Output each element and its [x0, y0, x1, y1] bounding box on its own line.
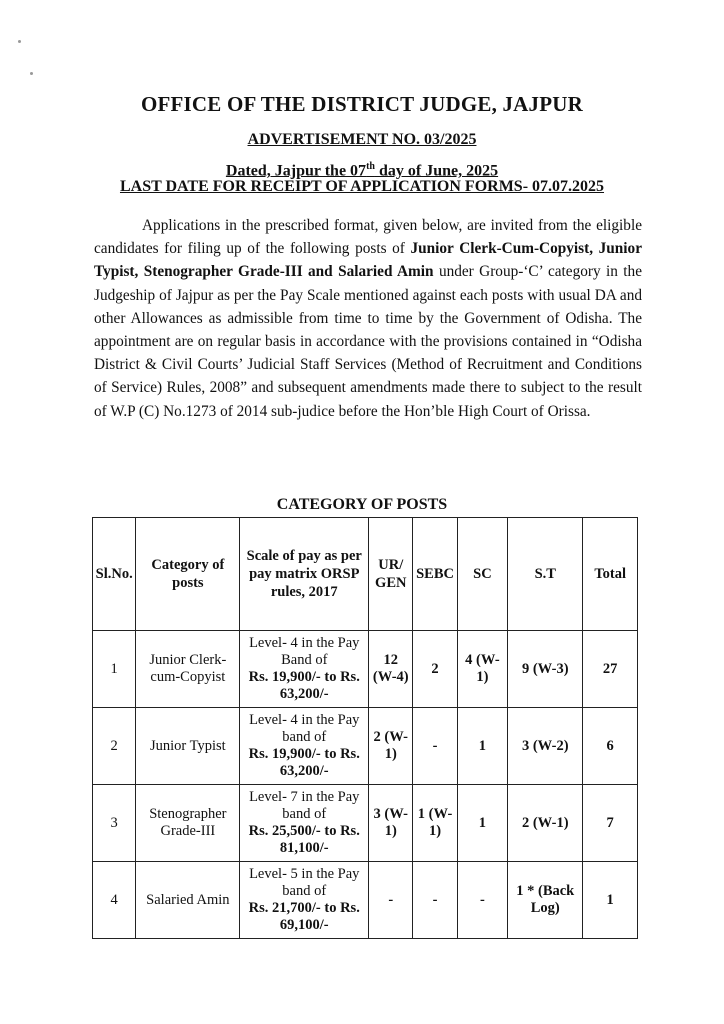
office-title: OFFICE OF THE DISTRICT JUDGE, JAJPUR: [140, 92, 584, 116]
scale-level: Level- 4 in the Pay Band of: [249, 635, 360, 668]
table-header-row: [93, 518, 638, 631]
last-date-line: LAST DATE FOR RECEIPT OF APPLICATION FORMS- 07.07.2025: [119, 178, 605, 195]
scale-range: Rs. 25,500/- to Rs. 81,100/-: [248, 823, 360, 856]
cell-sc: 1: [457, 708, 507, 785]
scan-speck: [18, 40, 21, 43]
cell-scale: [240, 862, 369, 939]
cell-category: Salaried Amin: [136, 862, 240, 939]
cell-sl: 1: [93, 631, 136, 708]
cell-total: 6: [583, 708, 638, 785]
table-row: [93, 708, 638, 785]
cell-category: Junior Typist: [136, 708, 240, 785]
cell-sc: 4 (W-1): [457, 631, 507, 708]
cell-sl: 3: [93, 785, 136, 862]
cell-ur: 2 (W-1): [369, 708, 413, 785]
dated-sup: th: [366, 161, 375, 172]
scan-speck: [30, 72, 33, 75]
header-total: Total: [583, 518, 638, 631]
scale-range: Rs. 19,900/- to Rs. 63,200/-: [248, 746, 360, 779]
cell-category: Junior Clerk-cum-Copyist: [136, 631, 240, 708]
cell-scale: [240, 708, 369, 785]
header-sc: SC: [457, 518, 507, 631]
cell-category: Stenographer Grade-III: [136, 785, 240, 862]
cell-st: 3 (W-2): [508, 708, 583, 785]
scale-level: Level- 5 in the Pay band of: [249, 866, 360, 899]
cell-sl: 4: [93, 862, 136, 939]
cell-st: 9 (W-3): [508, 631, 583, 708]
cell-ur: 12 (W-4): [369, 631, 413, 708]
cell-sebc: 1 (W-1): [413, 785, 457, 862]
advertisement-number: ADVERTISEMENT NO. 03/2025: [247, 131, 477, 148]
table-row: [93, 631, 638, 708]
header-scale: Scale of pay as per pay matrix ORSP rules, 2017: [240, 518, 369, 631]
cell-total: 1: [583, 862, 638, 939]
header-sl: Sl.No.: [93, 518, 136, 631]
scale-level: Level- 4 in the Pay band of: [249, 712, 360, 745]
dated-post: day of June, 2025: [374, 162, 499, 180]
cell-sc: -: [457, 862, 507, 939]
table-row: [93, 862, 638, 939]
cell-scale: [240, 631, 369, 708]
category-title: CATEGORY OF POSTS: [276, 496, 448, 513]
header-st: S.T: [508, 518, 583, 631]
body-paragraph: [94, 214, 642, 423]
dated-pre: Dated, Jajpur the 07: [225, 162, 367, 180]
cell-total: 7: [583, 785, 638, 862]
cell-ur: -: [369, 862, 413, 939]
header-ur: UR/ GEN: [369, 518, 413, 631]
cell-total: 27: [583, 631, 638, 708]
cell-sebc: 2: [413, 631, 457, 708]
cell-sebc: -: [413, 708, 457, 785]
cell-sebc: -: [413, 862, 457, 939]
cell-scale: [240, 785, 369, 862]
posts-table: [92, 517, 638, 939]
header-sebc: SEBC: [413, 518, 457, 631]
cell-sl: 2: [93, 708, 136, 785]
cell-ur: 3 (W-1): [369, 785, 413, 862]
scale-level: Level- 7 in the Pay band of: [249, 789, 360, 822]
para-part-2: under Group-‘C’ category in the Judgeship of Jajpur as per the Pay Scale mentioned against each posts with usual DA and other Allowances as admissible from time to time by the Government of Odisha. The appointment are on regular basis in accordance with the provisions contained in “Odisha District & Civil Courts’ Judicial Staff Services (Method of Recruitment and Conditions of Service) Rules, 2008” and subsequent amendments made there to subject to the result of W.P (C) No.1273 of 2014 sub-judice before the Hon’ble High Court of Orissa.: [94, 263, 642, 420]
cell-st: 2 (W-1): [508, 785, 583, 862]
scale-range: Rs. 19,900/- to Rs. 63,200/-: [248, 669, 360, 702]
posts-bold: Junior Clerk-Cum-Copyist, Junior Typist, Stenographer Grade-III and Salaried Amin: [94, 240, 642, 281]
header-category: Category of posts: [136, 518, 240, 631]
cell-st: 1 * (Back Log): [508, 862, 583, 939]
scale-range: Rs. 21,700/- to Rs. 69,100/-: [248, 900, 360, 933]
cell-sc: 1: [457, 785, 507, 862]
para-part-1: Applications in the prescribed format, given below, are invited from the eligible candidates for filing up of the following posts of: [94, 217, 642, 258]
table-row: [93, 785, 638, 862]
